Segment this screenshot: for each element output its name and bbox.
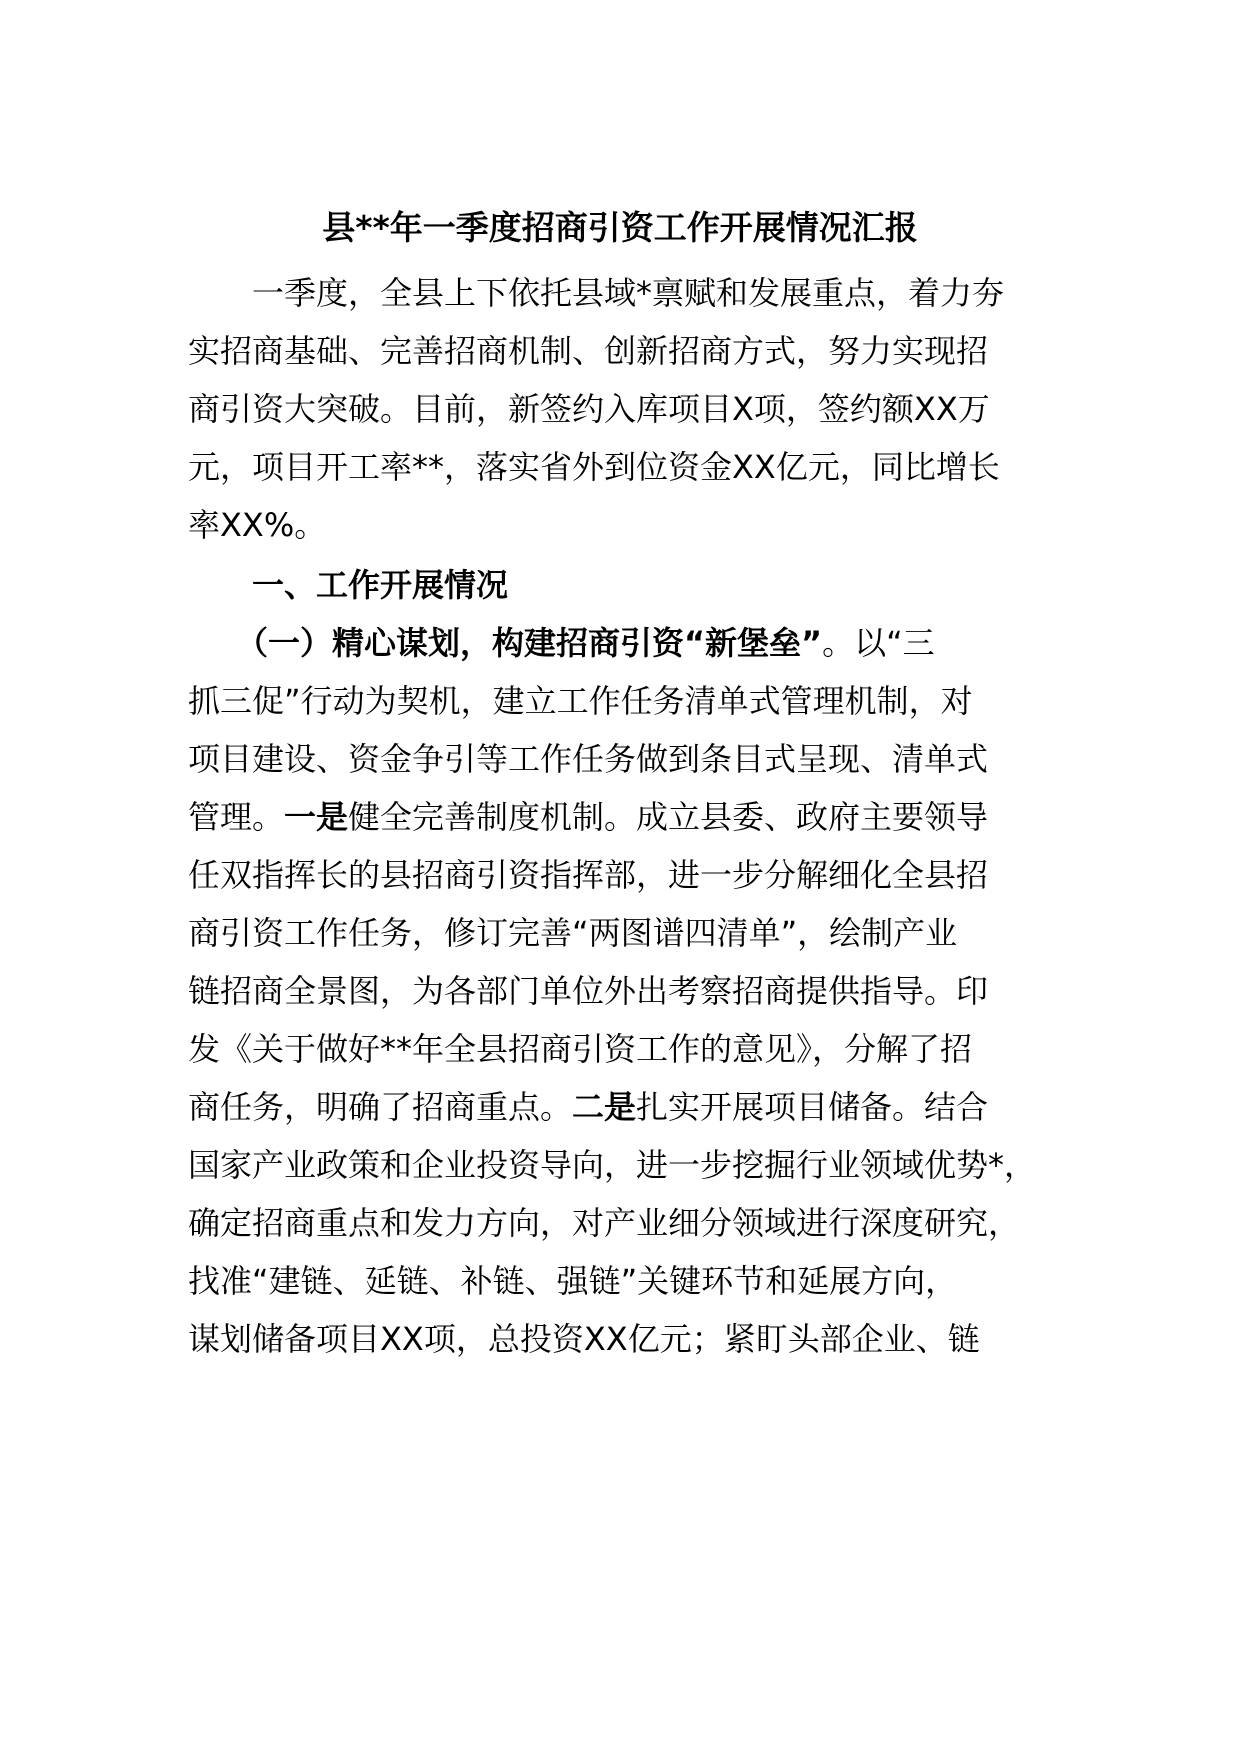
subsection-heading: （一）精心谋划，构建招商引资“新堡垒” [236, 624, 823, 662]
section-heading: 一、工作开展情况 [252, 566, 509, 604]
text-line: 一季度，全县上下依托县域*禀赋和发展重点，着力夯 [252, 274, 1005, 312]
text-line: 链招商全景图，为各部门单位外出考察招商提供指导。印 [188, 972, 989, 1010]
text-line: 率XX%。 [188, 506, 327, 544]
text-span: 商任务，明确了招商重点。 [188, 1088, 573, 1126]
point-marker-1: 一是 [284, 798, 349, 836]
text-line: 商引资工作任务，修订完善“两图谱四清单”，绘制产业 [188, 914, 958, 952]
text-line: 项目建设、资金争引等工作任务做到条目式呈现、清单式 [188, 740, 989, 778]
document-title: 县**年一季度招商引资工作开展情况汇报 [322, 208, 918, 247]
text-line [188, 1084, 1068, 1130]
text-line: 确定招商重点和发力方向，对产业细分领域进行深度研究， [188, 1204, 1021, 1242]
point-marker-2: 二是 [572, 1088, 637, 1126]
text-span: 扎实开展项目储备。结合 [636, 1088, 989, 1126]
text-line: 找准“建链、延链、补链、强链”关键环节和延展方向， [188, 1262, 958, 1300]
text-line [188, 794, 1068, 840]
text-line: 任双指挥长的县招商引资指挥部，进一步分解细化全县招 [188, 856, 989, 894]
text-line: 抓三促”行动为契机，建立工作任务清单式管理机制，对 [188, 682, 973, 720]
text-line: 谋划储备项目XX项，总投资XX亿元；紧盯头部企业、链 [188, 1320, 980, 1358]
text-line: 发《关于做好**年全县招商引资工作的意见》，分解了招 [188, 1030, 973, 1068]
text-span: 健全完善制度机制。成立县委、政府主要领导 [348, 798, 989, 836]
text-span: 管理。 [188, 798, 285, 836]
text-line: 元，项目开工率**，落实省外到位资金XX亿元，同比增长 [188, 448, 1000, 486]
text-line: 商引资大突破。目前，新签约入库项目X项，签约额XX万 [188, 390, 990, 428]
text-line: 国家产业政策和企业投资导向，进一步挖掘行业领域优势*， [188, 1146, 1037, 1184]
text-line: 实招商基础、完善招商机制、创新招商方式，努力实现招 [188, 332, 989, 370]
text-span: 。以“三 [822, 624, 935, 662]
text-line [188, 620, 1068, 666]
